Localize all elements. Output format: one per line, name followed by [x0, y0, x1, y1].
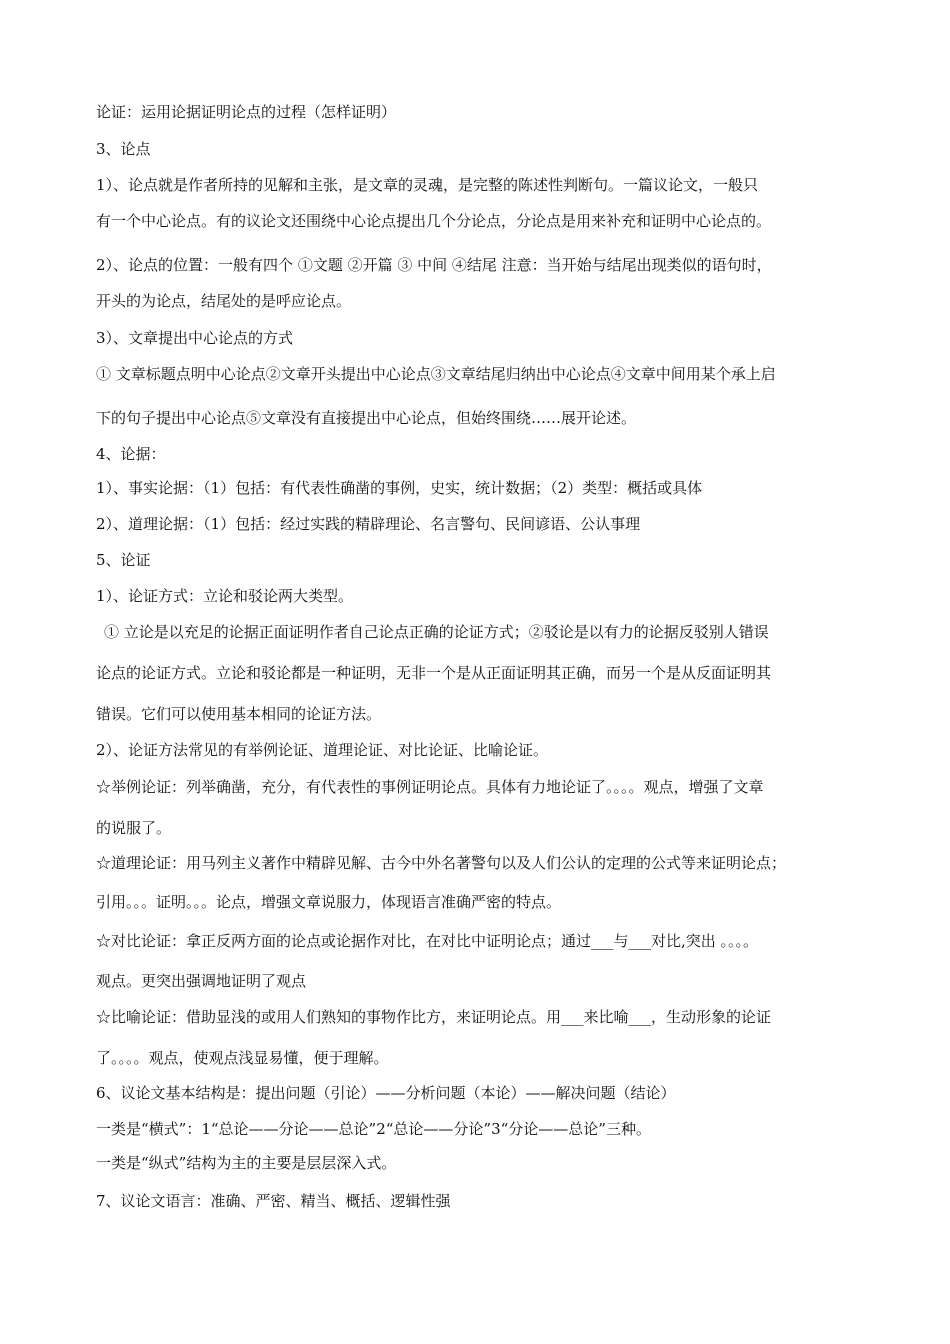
text-line-9: 下的句子提出中心论点⑤文章没有直接提出中心论点，但始终围绕……展开论述。 [96, 409, 637, 427]
heading-7-language: 7、议论文语言：准确、严密、精当、概括、逻辑性强 [96, 1192, 451, 1210]
text-line-12: 2）、道理论据：（1）包括：经过实践的精辟理论、名言警句、民间谚语、公认事理 [96, 515, 641, 533]
text-line-19: ☆举例论证：列举确凿，充分，有代表性的事例证明论点。具体有力地论证了。。。。观点，增强了文章 [96, 778, 764, 796]
text-line-21: ☆道理论证：用马列主义著作中精辟见解、古今中外名著警句以及人们公认的定理的公式等来证明论点； [96, 854, 787, 872]
heading-3-thesis: 3、论点 [96, 140, 151, 158]
text-line-1: 论证：运用论据证明论点的过程（怎样证明） [96, 103, 397, 121]
text-line-23: ☆对比论证：拿正反两方面的论点或论据作对比，在对比中证明论点；通过___与___对比,突出 。。。。 [96, 932, 759, 950]
text-line-20: 的说服了。 [96, 819, 172, 837]
heading-6-structure: 6、议论文基本结构是：提出问题（引论）——分析问题（本论）——解决问题（结论） [96, 1084, 676, 1102]
text-line-24: 观点。更突出强调地证明了观点 [96, 972, 307, 990]
text-line-14: 1）、论证方式：立论和驳论两大类型。 [96, 587, 354, 605]
text-line-18: 2）、论证方法常见的有举例论证、道理论证、对比论证、比喻论证。 [96, 741, 549, 759]
text-line-7: 3）、文章提出中心论点的方式 [96, 329, 294, 347]
heading-4-evidence: 4、论据： [96, 445, 166, 463]
text-line-26: 了。。。。观点，使观点浅显易懂，便于理解。 [96, 1049, 389, 1067]
heading-5-argument: 5、论证 [96, 551, 151, 569]
text-line-17: 错误。它们可以使用基本相同的论证方法。 [96, 705, 382, 723]
text-line-3: 1）、论点就是作者所持的见解和主张，是文章的灵魂，是完整的陈述性判断句。一篇议论文，一般只 [96, 176, 759, 194]
text-line-29: 一类是“纵式”结构为主的主要是层层深入式。 [96, 1154, 397, 1172]
text-line-22: 引用。。。证明。。。论点，增强文章说服力，体现语言准确严密的特点。 [96, 893, 562, 911]
text-line-28: 一类是“横式”：1“总论——分论——总论”2“总论——分论”3“分论——总论”三种。 [96, 1120, 651, 1138]
text-line-16: 论点的论证方式。立论和驳论都是一种证明，无非一个是从正面证明其正确，而另一个是从反面证明其 [96, 664, 772, 682]
text-line-25: ☆比喻论证：借助显浅的或用人们熟知的事物作比方，来证明论点。用___来比喻___，生动形象的论证 [96, 1008, 772, 1026]
text-line-5: 2）、论点的位置：一般有四个 ①文题 ②开篇 ③ 中间 ④结尾 注意：当开始与结尾出现类似的语句时， [96, 256, 772, 274]
text-line-6: 开头的为论点，结尾处的是呼应论点。 [96, 292, 352, 310]
text-line-15: ① 立论是以充足的论据正面证明作者自己论点正确的论证方式；②驳论是以有力的论据反驳别人错误 [104, 623, 769, 641]
text-line-8: ① 文章标题点明中心论点②文章开头提出中心论点③文章结尾归纳出中心论点④文章中间用某个承上启 [96, 365, 776, 383]
text-line-4: 有一个中心论点。有的议论文还围绕中心论点提出几个分论点，分论点是用来补充和证明中心论点的。 [96, 212, 772, 230]
text-line-11: 1）、事实论据：（1）包括：有代表性确凿的事例，史实，统计数据；（2）类型：概括或具体 [96, 479, 703, 497]
